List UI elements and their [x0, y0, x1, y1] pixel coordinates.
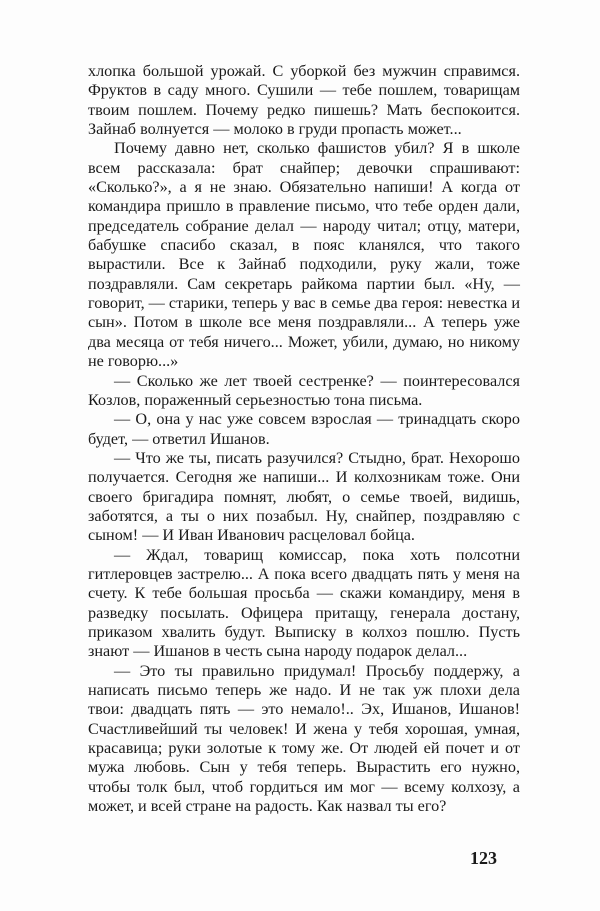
- paragraph: — Ждал, товарищ комиссар, пока хоть полсотни гитлеровцев застрелю... А пока всего двадцать пять у меня на счету. К тебе большая просьба — скажи командиру, меня в разведку посылать. Офицера притащу, генерала достану, приказом хвалить будут. Выписку в колхоз пошлю. Пусть знают — Ишанов в честь сына народу подарок делал...: [88, 545, 520, 661]
- paragraph: — Сколько же лет твоей сестренке? — поинтересовался Козлов, пораженный серьезностью тона письма.: [88, 371, 520, 409]
- paragraph: — Что же ты, писать разучился? Стыдно, брат. Нехорошо получается. Сегодня же напиши... И колхозникам тоже. Они своего бригадира помнят, любят, о семье твоей, видишь, заботятся, а ты о них позабыл. Ну, снайпер, поздравляю с сыном! — И Иван Иванович расцеловал бойца.: [88, 448, 520, 545]
- body-text: [88, 62, 520, 816]
- page-number: 123: [470, 848, 497, 868]
- paragraph: хлопка большой урожай. С уборкой без мужчин справимся. Фруктов в саду много. Сушили — тебе пошлем, товарищам твоим пошлем. Почему редко пишешь? Мать беспокоится. Зайнаб волнуется — молоко в груди пропасть может...: [88, 62, 520, 139]
- paragraph: Почему давно нет, сколько фашистов убил? Я в школе всем рассказала: брат снайпер; девочки спрашивают: «Сколько?», а я не знаю. Обязательно напиши! А когда от командира пришло в правление письмо, что тебе орден дали, председатель собрание делал — народу читал; отцу, матери, бабушке спасибо сказал, в пояс кланялся, что такого вырастили. Все к Зайнаб подходили, руку жали, тоже поздравляли. Сам секретарь райкома партии был. «Ну, — говорит, — старики, теперь у вас в семье два героя: невестка и сын». Потом в школе все меня поздравляли... А теперь уже два месяца от тебя ничего... Может, убили, думаю, но никому не говорю...»: [88, 139, 520, 371]
- paragraph: — Это ты правильно придумал! Просьбу поддержу, а написать письмо теперь же надо. И не так уж плохи дела твои: двадцать пять — это немало!.. Эх, Ишанов, Ишанов! Счастливейший ты человек! И жена у тебя хорошая, умная, красавица; руки золотые к тому же. От людей ей почет и от мужа любовь. Сын у тебя теперь. Вырастить его нужно, чтобы толк был, чтоб гордиться им мог — всему колхозу, а может, и всей стране на радость. Как назвал ты его?: [88, 661, 520, 816]
- paragraph: — О, она у нас уже совсем взрослая — тринадцать скоро будет, — ответил Ишанов.: [88, 410, 520, 448]
